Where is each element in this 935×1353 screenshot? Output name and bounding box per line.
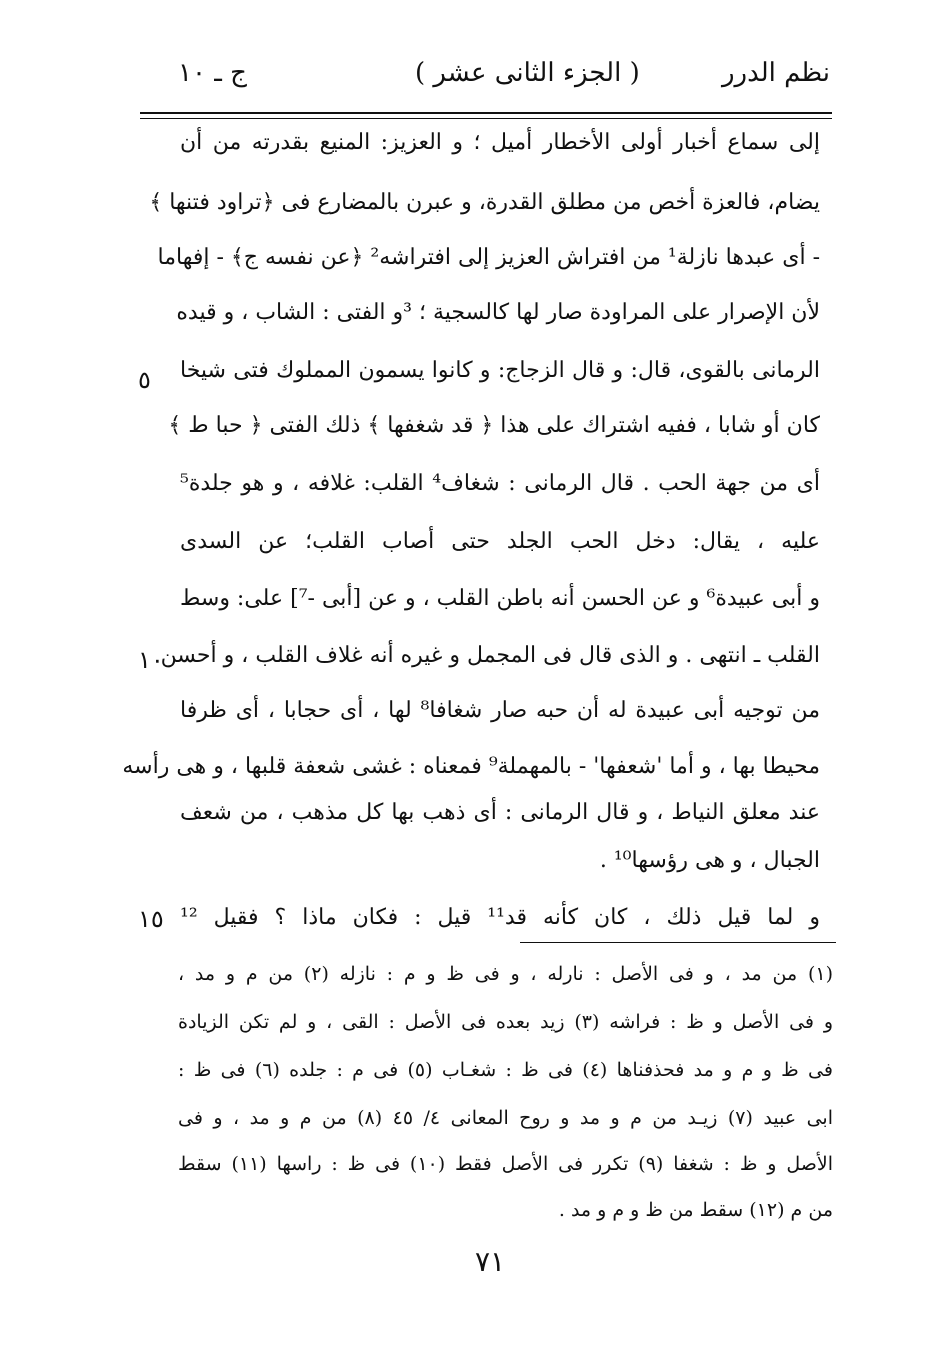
text-line: الرمانى بالقوى، قال: و قال الزجاج: و كانوا يسمون المملوك فتى شيخا bbox=[180, 358, 820, 383]
text-line: و أبى عبيدة⁶ و عن الحسن أنه باطن القلب ، و عن [أبى -⁷] على: وسط bbox=[180, 586, 820, 611]
footnote-separator bbox=[520, 942, 836, 943]
text-line: من توجيه أبى عبيدة له أن حبه صار شغافا⁸ لها ، أى حجابا ، أى ظرفا bbox=[180, 698, 821, 723]
text-line: عند معلق النياط ، و قال الرمانى : أى ذهب بها كل مذهب ، من شعف bbox=[180, 800, 820, 825]
text-line: أى من جهة الحب . قال الرمانى : شغاف⁴ القلب: غلافه ، و هو جلدة⁵ bbox=[180, 471, 821, 496]
footnote-line: من م (١٢) سقط من ظ و م و مد . bbox=[558, 1199, 833, 1221]
header-rule-thin bbox=[140, 118, 832, 119]
page-number: ٧١ bbox=[475, 1245, 506, 1278]
text-line: إلى سماع أخبار أولى الأخطار أميل ؛ و العزيز: المنيع بقدرته من أن bbox=[180, 130, 820, 155]
text-line: عليه ، يقال: دخل الحب الجلد حتى أصاب القلب؛ عن السدى bbox=[180, 529, 820, 554]
header-rule-thick bbox=[140, 112, 832, 114]
footnote-line: ابى عبيد (٧) زيـد من م و مد و روح المعانى ٤/ ٤٥ (٨) من م و مد ، و فى bbox=[178, 1107, 833, 1129]
header-part-title: ( الجزء الثانى عشر ) bbox=[415, 58, 640, 88]
line-number-15: ١٥ bbox=[138, 905, 164, 933]
text-line: كان أو شابا ، ففيه اشتراك على هذا ﴿ قد شغفها ﴾ ذلك الفتى ﴿ حبا ط ﴾ bbox=[168, 413, 820, 438]
footnote-line: فى ظ و م و مد فحذفناها (٤) فى ظ : شغـاب (٥) فى م : جلده (٦) فى ظ : bbox=[178, 1059, 833, 1081]
line-number-10: ١٠ bbox=[138, 646, 164, 674]
text-line: - أى عبدها نازلة¹ من افتراش العزيز إلى افتراشه² ﴿عن نفسه ج﴾ - إفهاما bbox=[157, 245, 820, 270]
text-line: القلب ـ انتهى . و الذى قال فى المجمل و غيره أنه غلاف القلب ، و أحسن bbox=[160, 643, 820, 668]
text-line: محيطا بها ، و أما 'شعفها' - بالمهملة⁹ فمعناه : غشى شعفة قلبها ، و هى رأسه bbox=[122, 754, 820, 779]
header-book-title: نظم الدرر bbox=[721, 58, 830, 88]
header-volume: ج ـ ١٠ bbox=[178, 58, 247, 88]
line-number-5: ٥ bbox=[138, 366, 151, 394]
text-line: الجبال ، و هى رؤسها¹⁰ . bbox=[599, 848, 820, 873]
footnote-line: الأصل و ظ : شغفا (٩) تكرر فى الأصل فقط (١٠) فى ظ : راسها (١١) سقط bbox=[178, 1153, 833, 1175]
footnote-line: و فى الأصل و ظ : فراشه (٣) زيد بعده فى الأصل : القى ، و لم تكن الزيادة bbox=[178, 1011, 833, 1033]
text-line: يضام، فالعزة أخص من مطلق القدرة، و عبرن بالمضارع فى ﴿تراود فتنها ﴾ bbox=[149, 190, 820, 215]
text-line: لأن الإصرار على المراودة صار لها كالسجية ؛ ³و الفتى : الشاب ، و قيده bbox=[176, 300, 820, 325]
footnote-line: (١) من مد ، و فى الأصل : نارله ، و فى ظ و م : نازله (٢) من م و مد ، bbox=[178, 963, 833, 985]
text-line-continuation: و لما قيل ذلك ، كان كأنه قد¹¹ قيل : فكان ماذا ؟ فقيل ¹² bbox=[180, 905, 820, 930]
